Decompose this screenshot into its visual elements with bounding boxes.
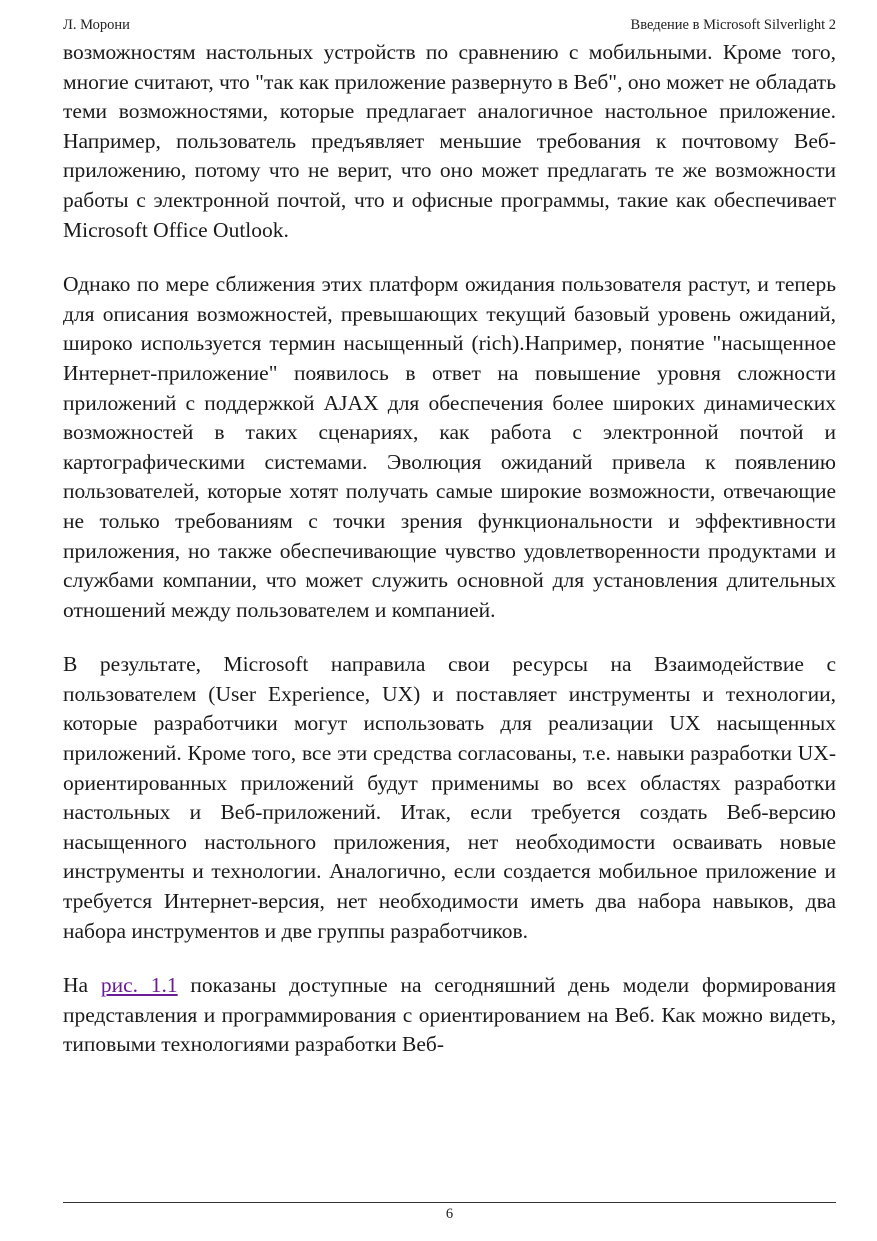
- paragraph-4: [63, 971, 836, 1060]
- paragraph-4-rest: показаны доступные на сегодняшний день модели формирования представления и программирования с ориентированием на Веб. Как можно видеть, типовыми технологиями разработки Веб-: [63, 973, 836, 1057]
- paragraph-2: Однако по мере сближения этих платформ ожидания пользователя растут, и теперь для описания возможностей, превышающих текущий базовый уровень ожиданий, широко используется термин насыщенный (rich).Например, понятие "насыщенное Интернет-приложение" появилось в ответ на повышение уровня сложности приложений с поддержкой AJAX для обеспечения более широких динамических возможностей в таких сценариях, как работа с электронной почтой и картографическими системами. Эволюция ожиданий привела к появлению пользователей, которые хотят получать самые широкие возможности, отвечающие не только требованиям с точки зрения функциональности и эффективности приложения, но также обеспечивающие чувство удовлетворенности продуктами и службами компании, что может служить основной для установления длительных отношений между пользователем и компанией.: [63, 272, 836, 622]
- paragraph-1: возможностям настольных устройств по сравнению с мобильными. Кроме того, многие считают, что "так как приложение развернуто в Веб", оно может не обладать теми возможностями, которые предлагает аналогичное настольное приложение. Например, пользователь предъявляет меньшие требования к почтовому Веб-приложению, потому что не верит, что оно может предлагать те же возможности работы с электронной почтой, что и офисные программы, такие как обеспечивает Microsoft Office Outlook.: [63, 40, 836, 242]
- footer-divider: [63, 1202, 836, 1203]
- running-header: [63, 17, 836, 35]
- page-number: 6: [445, 1206, 454, 1222]
- paragraph-4-lead: На: [63, 973, 101, 998]
- page-body: [63, 38, 836, 1060]
- header-book-title: Введение в Microsoft Silverlight 2: [630, 17, 836, 33]
- header-author: Л. Морони: [63, 17, 130, 33]
- paragraph-3: В результате, Microsoft направила свои ресурсы на Взаимодействие с пользователем (User Experience, UX) и поставляет инструменты и технологии, которые разработчики могут использовать для реализации UX насыщенных приложений. Кроме того, все эти средства согласованы, т.е. навыки разработки UX-ориентированных приложений будут применимы во всех областях разработки настольных и Веб-приложений. Итак, если требуется создать Веб-версию насыщенного настольного приложения, нет необходимости осваивать новые инструменты и технологии. Аналогично, если создается мобильное приложение и требуется Интернет-версия, нет необходимости иметь два набора навыков, два набора инструментов и две группы разработчиков.: [63, 652, 836, 943]
- figure-1-1-link[interactable]: рис. 1.1: [100, 973, 178, 998]
